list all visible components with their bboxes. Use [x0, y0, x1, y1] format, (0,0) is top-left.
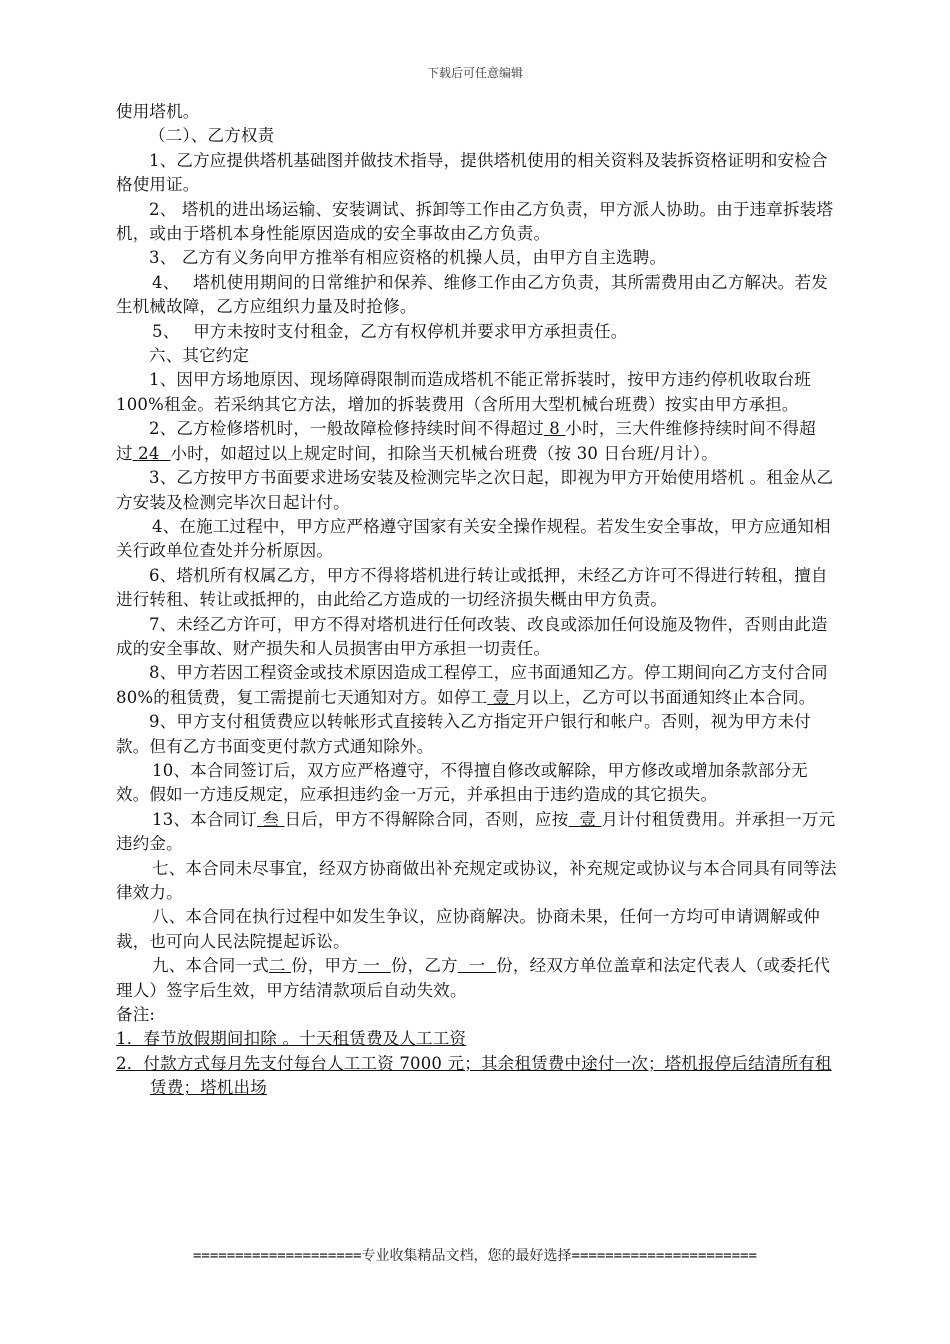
filled-value-text: 8	[549, 419, 560, 439]
filled-value-text: 壹	[492, 687, 510, 707]
text: 2、乙方检修塔机时，一般故障检修持续时间不得超过	[149, 419, 544, 439]
text: 九、本合同一式	[152, 956, 269, 976]
section-heading	[116, 954, 838, 1003]
filled-value	[487, 688, 515, 707]
notes-section	[116, 1003, 838, 1101]
paragraph	[116, 808, 838, 857]
section-heading: 八、本合同在执行过程中如发生争议，应协商解决。协商未果，任何一方均可申请调解或仲裁，也可向人民法院提起诉讼。	[116, 907, 820, 951]
text: 份，经双方单位盖章和法定代表人（或委托代理人）签字后生效，甲方结清款项后自动失效。	[116, 956, 831, 1000]
section-heading: 六、其它约定	[149, 346, 250, 366]
paragraph: 5、 甲方未按时支付租金，乙方有权停机并要求甲方承担责任。	[152, 321, 628, 341]
paragraph: 1、因甲方场地原因、现场障碍限制而造成塔机不能正常拆装时，按甲方违约停机收取台班 100%租金。若采纳其它方法，增加的拆装费用（含所用大型机械台班费）按实由甲方承担。	[116, 370, 811, 414]
filled-value	[358, 956, 391, 975]
filled-value	[269, 956, 291, 975]
filled-value	[544, 419, 566, 438]
paragraph: 4、 塔机使用期间的日常维护和保养、维修工作由乙方负责，其所需费用由乙方解决。若发生机械故障，乙方应组织力量及时抢修。	[116, 272, 828, 317]
paragraph	[116, 661, 838, 710]
paragraph	[116, 417, 838, 466]
text: 份，乙方	[390, 956, 458, 976]
filled-value	[568, 810, 601, 829]
paragraph: 7、未经乙方许可，甲方不得对塔机进行任何改装、改良或添加任何设施及物件，否则由此造成的安全事故、财产损失和人员损害由甲方承担一切责任。	[116, 614, 828, 658]
paragraph: 使用塔机。	[116, 102, 200, 121]
text: 日后，甲方不得解除合同，否则，应按	[284, 809, 569, 829]
paragraph: 10、本合同签订后，双方应严格遵守，不得擅自修改或解除，甲方修改或增加条款部分无效。假如一方违反规定，应承担违约金一万元，并承担由于违约造成的其它损失。	[116, 760, 808, 805]
paragraph: 3、乙方按甲方书面要求进场安装及检测完毕之次日起，即视为甲方开始使用塔机 。租金从乙方安装及检测完毕次日起计付。	[116, 468, 834, 512]
filled-value-text: 一	[363, 956, 381, 976]
text: 小时，如超过以上规定时间，扣除当天机械台班费（按 30 日台班/月计）。	[170, 443, 718, 463]
paragraph: 6、塔机所有权属乙方，甲方不得将塔机进行转让或抵押，未经乙方许可不得进行转租，擅自进行转租、转让或抵押的，由此给乙方造成的一切经济损失概由甲方负责。	[116, 565, 828, 610]
section-heading: 七、本合同未尽事宜，经双方协商做出补充规定或协议，补充规定或协议与本合同具有同等法律效力。	[116, 858, 837, 902]
note-item: 2．付款方式每月先支付每台人工工资 7000 元；其余租赁费中途付一次；塔机报停后结清所有租赁费；塔机出场	[116, 1053, 832, 1098]
paragraph: 3、 乙方有义务向甲方推举有相应资格的机操人员，由甲方自主选聘。	[149, 248, 667, 268]
filled-value-text: 叁	[262, 809, 280, 829]
section-heading: （二）、乙方权责	[149, 126, 275, 146]
paragraph: 1、乙方应提供塔机基础图并做技术指导，提供塔机使用的相关资料及装拆资格证明和安检合格使用证。	[116, 150, 828, 195]
page-footer: ====================专业收集精品文档，您的最好选择======================	[192, 1248, 757, 1264]
filled-value	[257, 810, 285, 829]
paragraph: 4、在施工过程中，甲方应严格遵守国家有关安全操作规程。若发生安全事故，甲方应通知相关行政单位查处并分析原因。	[116, 516, 831, 561]
filled-value-text: 壹	[579, 809, 597, 829]
text: 8、甲方若因工程资金或技术原因造成工程停工，应书面通知乙方。停工期间向乙方支付合同 80%的租赁费，复工需提前七天通知对方。如停工	[116, 663, 828, 707]
text: 13、本合同订	[152, 809, 257, 829]
notes-label: 备注:	[116, 1005, 156, 1025]
filled-value-text: 二	[268, 956, 286, 976]
paragraph: 2、 塔机的进出场运输、安装调试、拆卸等工作由乙方负责，甲方派人协助。由于违章拆装塔机，或由于塔机本身性能原因造成的安全事故由乙方负责。	[116, 199, 834, 244]
filled-value	[133, 444, 171, 463]
text: 份，甲方	[291, 956, 358, 976]
document-body	[116, 100, 838, 1101]
filled-value	[458, 956, 496, 975]
paragraph: 9、甲方支付租赁费应以转帐形式直接转入乙方指定开户银行和帐户。否则，视为甲方未付款。但有乙方书面变更付款方式通知除外。	[116, 712, 811, 756]
text: 月计付租赁费用。并承担一万元违约金。	[116, 809, 836, 854]
text: 月以上，乙方可以书面通知终止本合同。	[514, 687, 816, 707]
filled-value-text: 24	[138, 443, 160, 463]
text: 小时，三大件维修持续时间不得超过	[116, 419, 816, 463]
note-item: 1．春节放假期间扣除 。十天租赁费及人工工资	[116, 1029, 467, 1049]
page-header: 下载后可任意编辑	[426, 66, 523, 80]
filled-value-text: 一	[468, 956, 486, 976]
